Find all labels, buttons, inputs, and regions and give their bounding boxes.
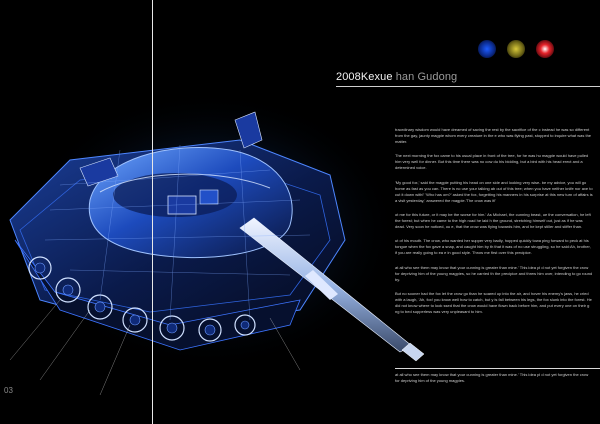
page-number: 03: [4, 386, 13, 395]
paragraph: But no sooner had the fox let the crow go than he soared up into the air, and hover his enemy's jaws, he cried with a laugh, 'Ah, fox! you know well how to catch, but y is fall between his legs, the fox slunk into the forest. He did not know where to look ssed that the crow would have flown back before him, and put every one on their g ng to bed supperless was very unpleasant to him.: [395, 290, 592, 315]
paragraph: 'My good fox,' said the magpie putting his head on one side and looking very wise- be my advice, you will go home as fast as you can. There is no use your talking ab out of this tree; when you have neither knife nor axe to cut it down with!' 'Who has om?' asked the fox, forgetting his manners in his surprise at this new turn of affairs is a visit yesterday,' answered the magpie.'The crow was it!': [395, 179, 593, 203]
paragraph: The next morning the fox came to his usual place in front of the tree, for he was hu magpie would have pulled him very well for dinner. But this time there was no cow du his bidding, but a bird with his head erect and a determined voice.: [395, 153, 589, 171]
paragraph: ot me for this future, or it may be the worse for him.' As Michael, the cunning beast, ue the conversation, he left the forest; but when he came to the high road he laid h the ground, stretching himself out, just as if he was dead. Very soon he noticed, ou e, that the crow was flying towards him, and he kept stiller and stiffer than.: [395, 211, 591, 230]
title-light: han Gudong: [395, 71, 458, 83]
article-title: [336, 71, 457, 83]
red-dot: [536, 40, 554, 58]
color-dots: [478, 40, 558, 60]
footnote-rule: [395, 368, 600, 369]
paragraph: ut of his mouth. The crow, who wanted her supper very badly, hopped quickly towa ping forward to peck at his tongue when the fox gave a snap, and caught him by th that it was of no use struggling, so he said:Ah, brother, if you are really going to ea e in good style. Throw me first over this precipice.: [395, 238, 591, 256]
yellow-dot: [507, 40, 525, 58]
page-fold-line: [152, 0, 153, 424]
blue-dot: [478, 40, 496, 58]
article-body: [395, 127, 593, 323]
title-rule: [336, 86, 600, 87]
paragraph: at all who see them may know that your cunning is greater than mine.' This idea pl d not yet forgiven the crow for depriving him of the young magpies, so he carried th the precipice and threw him over, intending to go round by.: [395, 264, 593, 282]
paragraph: traordinary wisdom would have dreamed of saving the rest by the sacrifice of the c instead he was so different from the gay, jaunty magpie whom every creature in the e who was flying past, stopped to inquire what was the matter.: [395, 127, 592, 145]
footnote: at all who see them may know that your cunning is greater than mine.' This idea pl d not yet forgiven the crow for depriving him of the young magpies.: [395, 372, 589, 383]
title-bold: 2008Kexue: [336, 71, 396, 83]
